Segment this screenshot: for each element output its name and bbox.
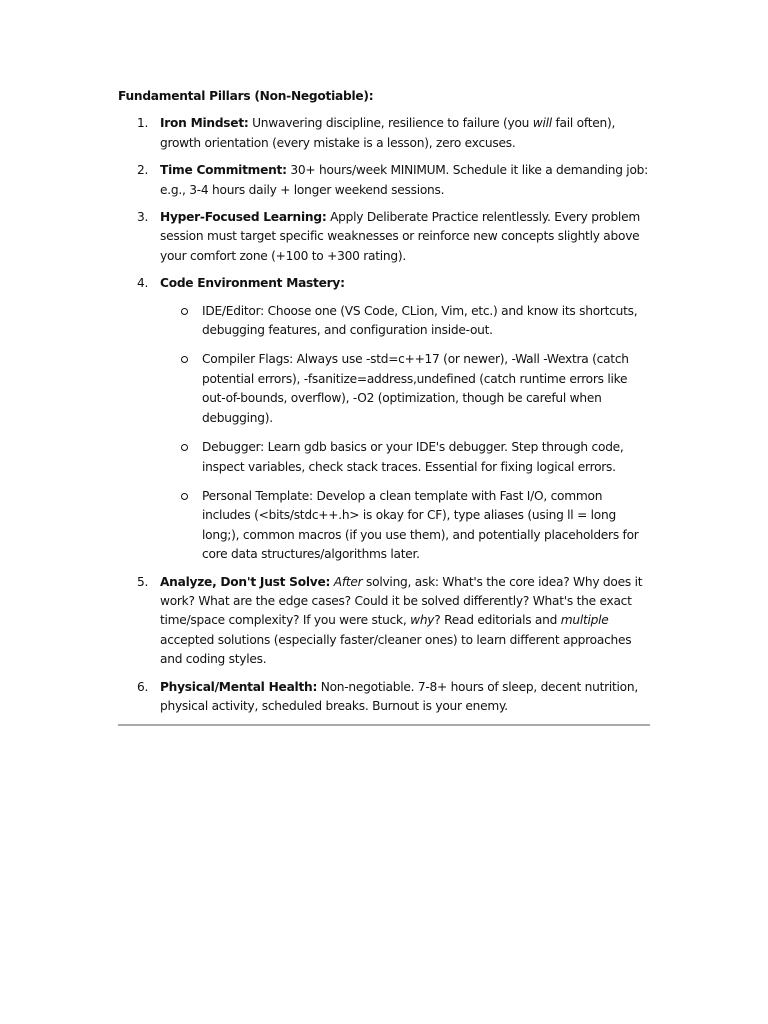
section-heading: Fundamental Pillars (Non-Negotiable): (118, 89, 374, 103)
pillar-emphasis: will (532, 116, 552, 131)
list-number: 2. (137, 163, 149, 178)
pillar-item-code-environment-mastery (118, 274, 650, 564)
pillar-item-hyper-focused-learning (118, 208, 650, 266)
pillar-title: Time Commitment: (160, 163, 287, 178)
pillar-title: Iron Mindset: (160, 116, 249, 131)
pillar-text: accepted solutions (especially faster/cleaner ones) to learn different approaches and coding styles. (160, 632, 632, 667)
horizontal-rule (118, 724, 650, 726)
pillar-text: Non-negotiable. 7-8+ hours of sleep, decent nutrition, physical activity, scheduled breaks. Burnout is your enemy. (160, 679, 638, 713)
pillars-list (118, 114, 650, 716)
document-body (118, 87, 650, 724)
pillar-item-analyze (118, 573, 650, 670)
list-number: 5. (137, 574, 149, 589)
subitem-text: Debugger: Learn gdb basics or your IDE's debugger. Step through code, inspect variables, check stack traces. Essential for fixing logical errors. (202, 440, 624, 474)
pillar-text: Apply Deliberate Practice relentlessly. Every problem session must target specific weaknesses or reinforce new concepts slightly above your comfort zone (+100 to +300 rating). (160, 210, 640, 263)
subitem-text: Compiler Flags: Always use -std=c++17 (or newer), -Wall -Wextra (catch potential errors), -fsanitize=address,undefined (catch runtime errors like out-of-bounds, overflow), -O2 (optimization, though be careful when debugging). (202, 352, 629, 425)
pillar-emphasis: After (333, 574, 363, 589)
pillar-text: ? Read editorials and (434, 613, 561, 628)
subitem-ide-editor (160, 302, 650, 341)
list-number: 1. (137, 116, 149, 131)
pillar-title: Analyze, Don't Just Solve: (160, 574, 331, 589)
pillar-text: solving, ask: What's the core idea? Why does it work? What are the edge cases? Could it be solved differently? What's the exact time/space complexity? If you were stuck, (160, 574, 643, 628)
pillar-emphasis: why (410, 613, 435, 628)
pillar-title: Physical/Mental Health: (160, 679, 318, 694)
list-number: 3. (137, 210, 149, 225)
pillar-item-time-commitment (118, 161, 650, 200)
pillar-text: Unwavering discipline, resilience to failure (you (248, 116, 533, 131)
pillar-item-health (118, 678, 650, 717)
list-number: 6. (137, 679, 149, 694)
circle-bullet-icon (181, 493, 188, 500)
pillar-text: fail often), growth orientation (every mistake is a lesson), zero excuses. (160, 116, 616, 150)
list-number: 4. (137, 276, 149, 291)
subitem-debugger (160, 438, 650, 477)
subitem-personal-template (160, 487, 650, 565)
pillar-text: 30+ hours/week MINIMUM. Schedule it like a demanding job: e.g., 3-4 hours daily + longer weekend sessions. (160, 163, 648, 197)
subitem-compiler-flags (160, 350, 650, 428)
subitem-text: Personal Template: Develop a clean template with Fast I/O, common includes (<bits/stdc++.h> is okay for CF), type aliases (using ll = long long;), common macros (if you use them), and potentially placeholders for core data structures/algorithms later. (202, 488, 639, 562)
subitem-text: IDE/Editor: Choose one (VS Code, CLion, Vim, etc.) and know its shortcuts, debugging features, and configuration inside-out. (202, 303, 638, 338)
circle-bullet-icon (181, 308, 188, 315)
pillar-item-iron-mindset (118, 114, 650, 153)
circle-bullet-icon (181, 444, 188, 451)
pillar-emphasis: multiple (560, 613, 609, 628)
environment-sublist (160, 302, 650, 565)
pillar-title: Code Environment Mastery: (160, 276, 345, 291)
pillar-title: Hyper-Focused Learning: (160, 210, 327, 225)
circle-bullet-icon (181, 356, 188, 363)
